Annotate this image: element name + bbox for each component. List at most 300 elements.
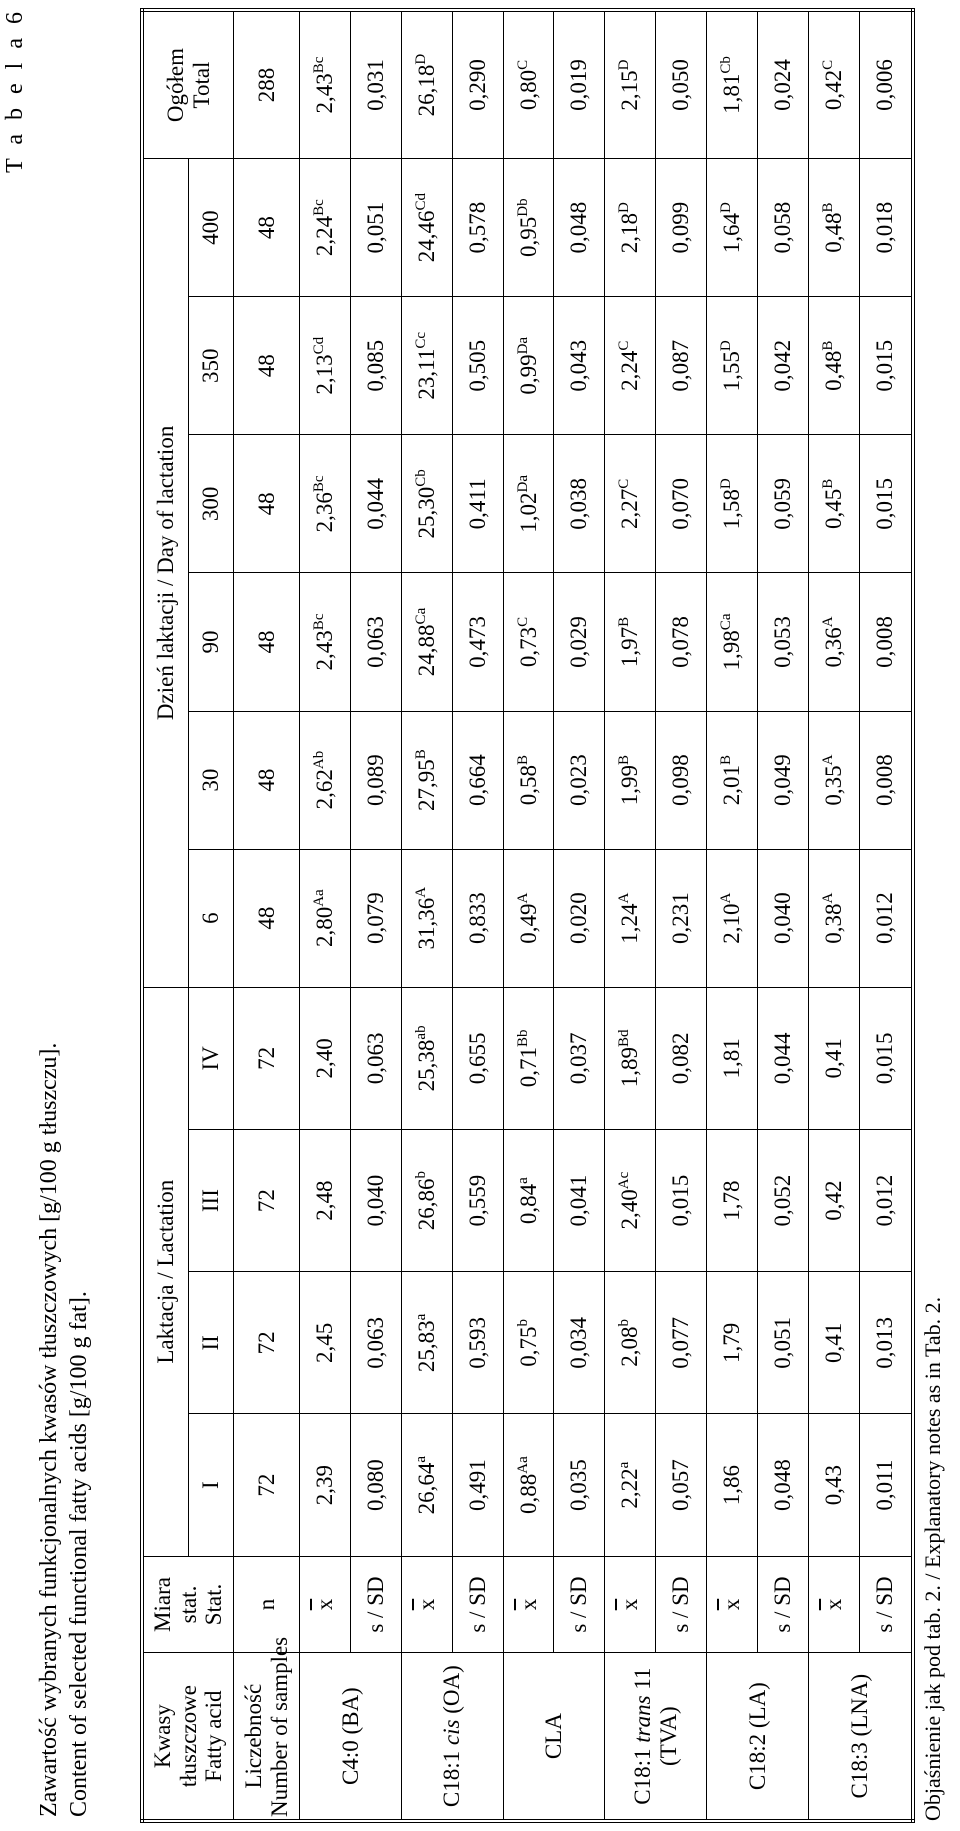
sd-cell: 0,655	[452, 987, 503, 1129]
mean-cell	[808, 1272, 859, 1414]
sd-cell: 0,037	[554, 987, 605, 1129]
significance-letters: B	[616, 754, 633, 765]
stat-mean	[503, 1556, 554, 1653]
mean-value: 25,38	[413, 1039, 439, 1092]
samples-stat: n	[234, 1556, 300, 1653]
fatty-acid-name	[707, 1653, 809, 1821]
sd-cell: 0,034	[554, 1272, 605, 1414]
stat-mean	[605, 1556, 656, 1653]
table-row-mean	[300, 10, 351, 1821]
sd-cell: 0,023	[554, 711, 605, 849]
significance-letters: D	[616, 202, 633, 213]
mean-value: 2,22	[617, 1468, 643, 1509]
sd-cell: 0,044	[350, 435, 401, 573]
mean-cell	[503, 1414, 554, 1556]
mean-value: 0,95	[515, 216, 541, 257]
significance-letters: C	[514, 616, 531, 627]
significance-letters: B	[412, 749, 429, 760]
table-row-mean	[808, 10, 859, 1821]
sd-cell: 0,098	[656, 711, 707, 849]
mean-value: 1,64	[719, 212, 745, 254]
mean-value: 0,45	[820, 488, 846, 530]
sd-cell: 0,833	[452, 849, 503, 987]
stat-mean	[401, 1556, 452, 1653]
samples-cell: 48	[234, 573, 300, 711]
sd-cell: 0,664	[452, 711, 503, 849]
sd-cell: 0,290	[452, 10, 503, 159]
table-row-mean	[605, 10, 656, 1821]
name-part: cis	[439, 1719, 465, 1746]
sd-cell: 0,593	[452, 1272, 503, 1414]
mean-value: 2,62	[312, 769, 338, 810]
sd-cell: 0,099	[656, 159, 707, 297]
mean-cell	[503, 297, 554, 435]
mean-value: 24,46	[413, 210, 439, 263]
mean-value: 2,10	[719, 903, 745, 944]
significance-letters: Ca	[412, 607, 429, 625]
significance-letters: B	[514, 754, 531, 765]
mean-cell	[707, 159, 758, 297]
sd-cell: 0,008	[859, 711, 913, 849]
stat-mean	[808, 1556, 859, 1653]
mean-value: 1,55	[719, 351, 745, 392]
mean-cell	[300, 849, 351, 987]
mean-value: 2,24	[312, 215, 338, 257]
mean-cell	[808, 435, 859, 573]
fatty-acid-name	[808, 1653, 913, 1821]
name-part: C18:2 (LA)	[744, 1682, 770, 1791]
mean-cell	[808, 10, 859, 159]
mean-value: 25,30	[413, 486, 439, 539]
sd-cell: 0,038	[554, 435, 605, 573]
sd-cell: 0,015	[859, 435, 913, 573]
mean-cell	[401, 849, 452, 987]
sd-cell: 0,058	[757, 159, 808, 297]
mean-cell	[808, 573, 859, 711]
mean-cell	[503, 849, 554, 987]
mean-cell	[605, 10, 656, 159]
mean-value: 1,81	[719, 1038, 745, 1079]
sd-cell: 0,013	[859, 1272, 913, 1414]
sd-cell: 0,063	[350, 1272, 401, 1414]
samples-cell: 72	[234, 1129, 300, 1271]
mean-value: 2,13	[312, 354, 338, 395]
mean-cell	[401, 159, 452, 297]
mean-cell	[808, 1129, 859, 1271]
significance-letters: C	[616, 478, 633, 489]
significance-letters: D	[616, 59, 633, 71]
header-fatty-acid-en: Fatty acid	[201, 1690, 227, 1782]
mean-cell	[808, 159, 859, 297]
sd-cell: 0,048	[757, 1414, 808, 1556]
header-day-3: 90	[189, 573, 234, 711]
sd-cell: 0,473	[452, 573, 503, 711]
subheader-row	[189, 10, 234, 1821]
significance-letters: ab	[412, 1025, 429, 1040]
significance-letters: D	[412, 53, 429, 65]
header-lactation-4: IV	[189, 987, 234, 1129]
sd-cell: 0,231	[656, 849, 707, 987]
mean-cell	[401, 1414, 452, 1556]
mean-value: 0,84	[515, 1183, 541, 1225]
sd-cell: 0,050	[656, 10, 707, 159]
mean-cell	[401, 573, 452, 711]
header-measure-en: Stat.	[201, 1583, 227, 1626]
table-row-sd	[350, 10, 401, 1821]
samples-cell: 48	[234, 159, 300, 297]
table-row-samples	[234, 10, 300, 1821]
mean-symbol: $\overline{x}$	[413, 1598, 439, 1611]
stat-sd: s / SD	[656, 1556, 707, 1653]
sd-cell: 0,006	[859, 10, 913, 159]
significance-letters: Cb	[412, 469, 429, 487]
mean-symbol: $\overline{x}$	[820, 1598, 846, 1611]
table-row-mean	[503, 10, 554, 1821]
header-measure	[142, 1556, 234, 1653]
mean-value: 0,43	[820, 1464, 846, 1506]
mean-value: 1,58	[719, 489, 745, 530]
table-row-mean	[707, 10, 758, 1821]
fatty-acid-name-line2: (TVA)	[655, 1706, 681, 1766]
header-lactation-1: I	[189, 1414, 234, 1556]
mean-cell	[300, 159, 351, 297]
mean-value: 26,64	[413, 1462, 439, 1515]
significance-letters: C	[819, 59, 836, 70]
significance-letters: Cd	[412, 193, 429, 211]
mean-value: 0,41	[820, 1038, 846, 1079]
mean-value: 1,98	[719, 630, 745, 671]
mean-cell	[401, 1129, 452, 1271]
table-row-sd	[452, 10, 503, 1821]
significance-letters: Cc	[412, 332, 429, 349]
significance-letters: D	[718, 202, 735, 213]
significance-letters: a	[514, 1177, 531, 1184]
mean-cell	[707, 1414, 758, 1556]
mean-value: 0,48	[820, 212, 846, 253]
table-row-sd	[656, 10, 707, 1821]
significance-letters: Cd	[311, 336, 328, 355]
mean-value: 0,36	[820, 627, 846, 668]
mean-value: 2,48	[312, 1180, 338, 1221]
table-row-sd	[757, 10, 808, 1821]
samples-cell: 72	[234, 1414, 300, 1556]
significance-letters: A	[819, 892, 836, 904]
significance-letters: Bb	[514, 1029, 531, 1047]
name-part: C18:1	[629, 1742, 655, 1805]
mean-cell	[707, 1272, 758, 1414]
sd-cell: 0,057	[656, 1414, 707, 1556]
significance-letters: A	[819, 616, 836, 628]
samples-label-pl: Liczebność	[240, 1683, 266, 1789]
mean-value: 1,99	[617, 764, 643, 806]
sd-cell: 0,079	[350, 849, 401, 987]
mean-cell	[300, 711, 351, 849]
mean-cell	[707, 297, 758, 435]
fatty-acid-name	[300, 1653, 402, 1821]
mean-value: 2,01	[719, 764, 745, 806]
mean-cell	[707, 10, 758, 159]
samples-cell: 72	[234, 1272, 300, 1414]
mean-cell	[401, 711, 452, 849]
mean-value: 2,43	[312, 73, 338, 114]
mean-cell	[300, 1272, 351, 1414]
header-total-en: Total	[188, 61, 214, 109]
mean-cell	[605, 987, 656, 1129]
sd-cell: 0,085	[350, 297, 401, 435]
mean-value: 0,75	[515, 1326, 541, 1367]
header-measure-pl1: Miara	[149, 1577, 175, 1632]
sd-cell: 0,051	[757, 1272, 808, 1414]
sd-cell: 0,049	[757, 711, 808, 849]
samples-cell: 48	[234, 435, 300, 573]
mean-cell	[401, 297, 452, 435]
samples-cell: 72	[234, 987, 300, 1129]
significance-letters: A	[514, 892, 531, 904]
mean-cell	[605, 435, 656, 573]
sd-cell: 0,041	[554, 1129, 605, 1271]
sd-cell: 0,082	[656, 987, 707, 1129]
sd-cell: 0,059	[757, 435, 808, 573]
sd-cell: 0,089	[350, 711, 401, 849]
sd-cell: 0,044	[757, 987, 808, 1129]
mean-cell	[707, 711, 758, 849]
stat-mean	[300, 1556, 351, 1653]
mean-cell	[707, 573, 758, 711]
significance-letters: C	[514, 59, 531, 70]
significance-letters: A	[616, 892, 633, 904]
significance-letters: B	[819, 478, 836, 489]
sd-cell: 0,491	[452, 1414, 503, 1556]
name-part: 11	[629, 1667, 655, 1696]
sd-cell: 0,411	[452, 435, 503, 573]
mean-value: 2,43	[312, 630, 338, 671]
mean-cell	[605, 1129, 656, 1271]
mean-value: 0,48	[820, 350, 846, 391]
mean-cell	[605, 711, 656, 849]
sd-cell: 0,024	[757, 10, 808, 159]
significance-letters: B	[819, 202, 836, 213]
header-measure-pl2: stat.	[175, 1585, 201, 1624]
mean-value: 0,58	[515, 764, 541, 806]
mean-value: 1,89	[617, 1046, 643, 1088]
samples-label	[234, 1636, 300, 1821]
mean-value: 2,45	[312, 1322, 338, 1363]
sd-cell: 0,019	[554, 10, 605, 159]
mean-value: 27,95	[413, 759, 439, 811]
mean-value: 0,73	[515, 626, 541, 668]
mean-value: 2,36	[312, 492, 338, 533]
header-day-5: 350	[189, 297, 234, 435]
significance-letters: D	[718, 478, 735, 490]
mean-symbol: $\overline{x}$	[312, 1598, 338, 1611]
sd-cell: 0,052	[757, 1129, 808, 1271]
mean-cell	[707, 435, 758, 573]
significance-letters: Bc	[311, 199, 328, 216]
mean-value: 1,81	[719, 73, 745, 114]
significance-letters: Bc	[311, 613, 328, 631]
mean-cell	[605, 1272, 656, 1414]
header-lactation-2: II	[189, 1272, 234, 1414]
stat-sd: s / SD	[757, 1556, 808, 1653]
mean-cell	[707, 849, 758, 987]
mean-cell	[808, 849, 859, 987]
stat-sd: s / SD	[859, 1556, 913, 1653]
mean-cell	[605, 297, 656, 435]
mean-cell	[605, 1414, 656, 1556]
mean-value: 1,97	[617, 626, 643, 668]
significance-letters: a	[616, 1461, 633, 1469]
mean-value: 0,38	[820, 903, 846, 944]
mean-value: 2,40	[312, 1038, 338, 1079]
sd-cell: 0,015	[859, 987, 913, 1129]
fatty-acids-table	[140, 8, 915, 1823]
table-row-sd	[859, 10, 913, 1821]
mean-value: 2,80	[312, 906, 338, 948]
significance-letters: Ca	[718, 613, 735, 631]
samples-label-en: Number of samples	[266, 1636, 292, 1817]
significance-letters: Aa	[311, 889, 328, 907]
mean-cell	[808, 1414, 859, 1556]
fatty-acid-name	[401, 1653, 503, 1821]
header-lactation-3: III	[189, 1129, 234, 1271]
samples-cell: 48	[234, 297, 300, 435]
significance-letters: D	[718, 340, 735, 352]
mean-cell	[707, 1129, 758, 1271]
sd-cell: 0,040	[350, 1129, 401, 1271]
sd-cell: 0,035	[554, 1414, 605, 1556]
name-part: (OA)	[439, 1665, 465, 1720]
mean-symbol: $\overline{x}$	[617, 1598, 643, 1611]
stat-sd: s / SD	[452, 1556, 503, 1653]
header-day-6: 400	[189, 159, 234, 297]
sd-cell: 0,063	[350, 573, 401, 711]
significance-letters: Bc	[311, 56, 328, 74]
mean-cell	[503, 435, 554, 573]
mean-value: 25,83	[413, 1320, 439, 1373]
header-lactation-group: Laktacja / Lactation	[142, 987, 189, 1556]
significance-letters: b	[412, 1170, 429, 1179]
header-total	[142, 10, 234, 159]
mean-cell	[503, 1272, 554, 1414]
mean-cell	[401, 987, 452, 1129]
sd-cell: 0,505	[452, 297, 503, 435]
significance-letters: C	[616, 340, 633, 351]
mean-cell	[503, 1129, 554, 1271]
mean-cell	[605, 849, 656, 987]
mean-value: 26,18	[413, 64, 439, 117]
significance-letters: a	[412, 1455, 429, 1463]
sd-cell: 0,031	[350, 10, 401, 159]
mean-value: 31,36	[413, 897, 439, 950]
significance-letters: Da	[514, 336, 531, 355]
sd-cell: 0,020	[554, 849, 605, 987]
mean-cell	[300, 435, 351, 573]
samples-cell: 48	[234, 849, 300, 987]
header-total-pl: Ogółem	[162, 47, 188, 123]
sd-cell: 0,070	[656, 435, 707, 573]
sd-cell: 0,077	[656, 1272, 707, 1414]
table-body	[234, 10, 914, 1821]
table-title-polish: Zawartość wybranych funkcjonalnych kwasów tłuszczowych [g/100 g tłuszczu].	[36, 1042, 62, 1817]
mean-value: 2,40	[617, 1189, 643, 1230]
mean-value: 2,27	[617, 488, 643, 530]
mean-value: 2,08	[617, 1326, 643, 1367]
mean-cell	[808, 297, 859, 435]
sd-cell: 0,087	[656, 297, 707, 435]
mean-symbol: $\overline{x}$	[515, 1598, 541, 1611]
samples-cell: 48	[234, 711, 300, 849]
mean-value: 1,02	[515, 492, 541, 533]
header-day-group: Dzień laktacji / Day of lactation	[142, 159, 189, 988]
table-row-mean	[401, 10, 452, 1821]
mean-value: 0,99	[515, 354, 541, 395]
samples-cell: 288	[234, 10, 300, 159]
mean-cell	[401, 435, 452, 573]
mean-cell	[503, 987, 554, 1129]
sd-cell: 0,053	[757, 573, 808, 711]
sd-cell: 0,048	[554, 159, 605, 297]
mean-cell	[605, 159, 656, 297]
mean-value: 1,24	[617, 903, 643, 944]
mean-cell	[300, 573, 351, 711]
header-day-4: 300	[189, 435, 234, 573]
significance-letters: A	[819, 754, 836, 766]
significance-letters: A	[718, 892, 735, 904]
significance-letters: Bd	[616, 1029, 633, 1047]
sd-cell: 0,012	[859, 1129, 913, 1271]
table-row-sd	[554, 10, 605, 1821]
mean-value: 1,78	[719, 1180, 745, 1221]
stat-sd: s / SD	[554, 1556, 605, 1653]
significance-letters: Db	[514, 198, 531, 217]
mean-cell	[300, 297, 351, 435]
significance-letters: B	[718, 754, 735, 765]
significance-letters: Bc	[311, 475, 328, 493]
sd-cell: 0,011	[859, 1414, 913, 1556]
sd-cell: 0,042	[757, 297, 808, 435]
significance-letters: B	[616, 616, 633, 627]
mean-cell	[401, 10, 452, 159]
significance-letters: b	[616, 1318, 633, 1327]
significance-letters: Aa	[514, 1456, 531, 1474]
mean-value: 2,15	[617, 70, 643, 111]
mean-value: 0,42	[820, 1180, 846, 1221]
header-fatty-acid-pl1: Kwasy	[149, 1704, 175, 1769]
header-fatty-acid-pl2: tłuszczowe	[175, 1685, 201, 1788]
name-part: C18:3 (LNA)	[847, 1673, 872, 1799]
sd-cell: 0,051	[350, 159, 401, 297]
sd-cell: 0,018	[859, 159, 913, 297]
mean-value: 24,88	[413, 624, 439, 677]
mean-value: 2,24	[617, 350, 643, 391]
sd-cell: 0,015	[656, 1129, 707, 1271]
mean-cell	[300, 1414, 351, 1556]
table-title-english: Content of selected functional fatty acids [g/100 g fat].	[66, 1291, 92, 1817]
mean-value: 1,86	[719, 1464, 745, 1506]
mean-value: 0,88	[515, 1473, 541, 1514]
mean-value: 0,35	[820, 765, 846, 806]
sd-cell: 0,578	[452, 159, 503, 297]
header-day-1: 6	[189, 849, 234, 987]
name-part: C18:1	[439, 1745, 465, 1808]
sd-cell: 0,029	[554, 573, 605, 711]
mean-cell	[300, 987, 351, 1129]
name-part-italic: trans	[629, 1695, 655, 1743]
mean-value: 0,80	[515, 69, 541, 111]
significance-letters: b	[514, 1318, 531, 1327]
name-part: C4:0 (BA)	[337, 1687, 363, 1786]
stat-mean	[707, 1556, 758, 1653]
